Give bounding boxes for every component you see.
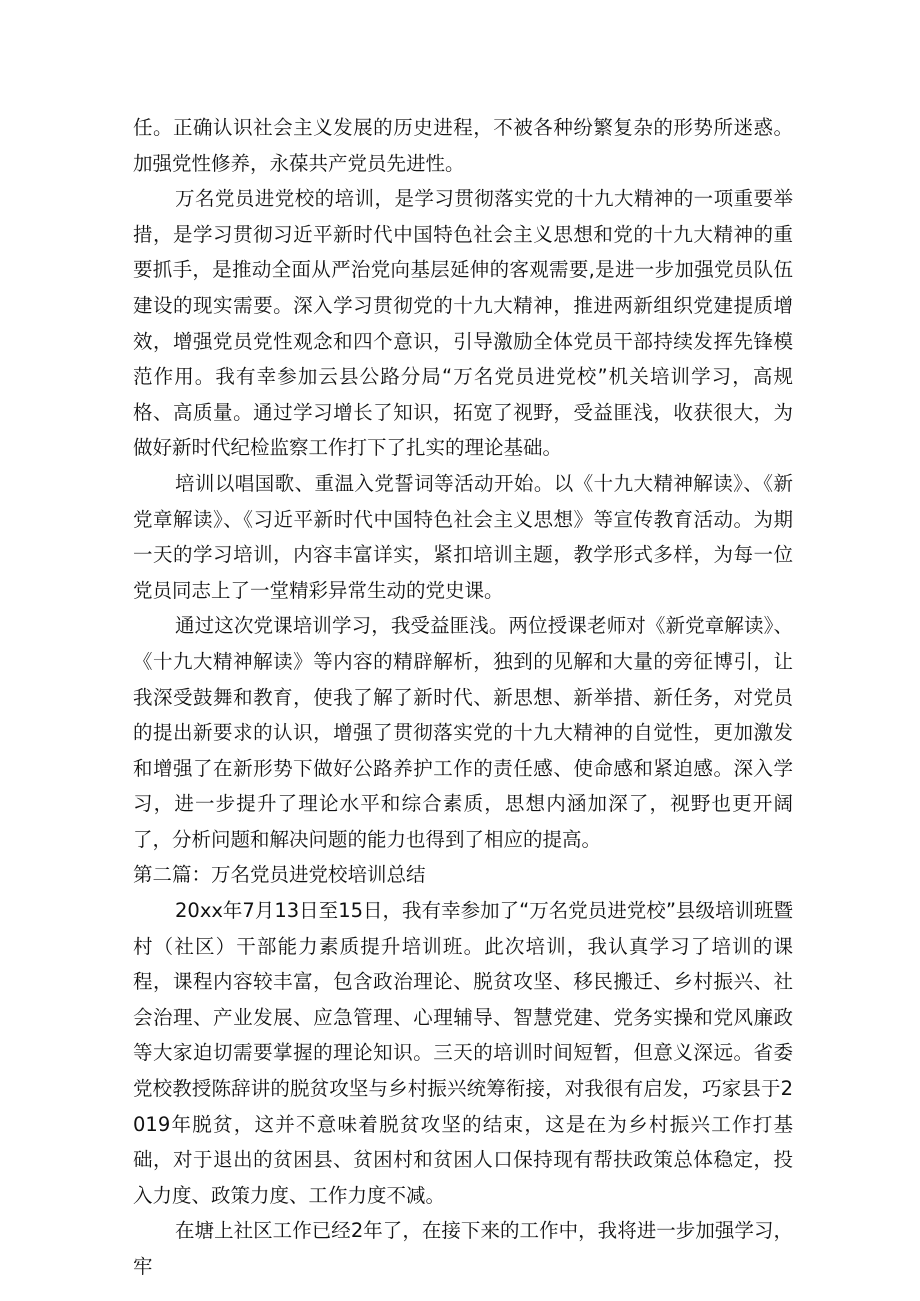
document-page bbox=[133, 110, 793, 1285]
section-title: 第二篇：万名党员进党校培训总结 bbox=[133, 863, 426, 887]
paragraph-training-significance: 万名党员进党校的培训，是学习贯彻落实党的十九大精神的一项重要举措，是学习贯彻习近平新时代中国特色社会主义思想和党的十九大精神的重要抓手，是推动全面从严治党向基层延伸的客观需要,是进一步加强党员队伍建设的现实需要。深入学习贯彻党的十九大精神，推进两新组织党建提质增效，增强党员党性观念和四个意识，引导激励全体党员干部持续发挥先锋模范作用。我有幸参加云县公路分局“万名党员进党校”机关培训学习，高规格、高质量。通过学习增长了知识，拓宽了视野，受益匪浅，收获很大，为做好新时代纪检监察工作打下了扎实的理论基础。 bbox=[133, 187, 793, 460]
paragraph-training-activities: 培训以唱国歌、重温入党誓词等活动开始。以《十九大精神解读》、《新党章解读》、《习近平新时代中国特色社会主义思想》等宣传教育活动。为期一天的学习培训，内容丰富详实，紧扣培训主题，教学形式多样，为每一位党员同志上了一堂精彩异常生动的党史课。 bbox=[133, 471, 793, 602]
paragraph-training-gains: 通过这次党课培训学习，我受益匪浅。两位授课老师对《新党章解读》、《十九大精神解读》等内容的精辟解析，独到的见解和大量的旁征博引，让我深受鼓舞和教育，使我了解了新时代、新思想、新举措、新任务，对党员的提出新要求的认识，增强了贯彻落实党的十九大精神的自觉性，更加激发和增强了在新形势下做好公路养护工作的责任感、使命感和紧迫感。深入学习，进一步提升了理论水平和综合素质，思想内涵加深了，视野也更开阔了，分析问题和解决问题的能力也得到了相应的提高。 bbox=[133, 614, 793, 851]
paragraph-community-work: 在塘上社区工作已经2年了，在接下来的工作中，我将进一步加强学习，牢 bbox=[133, 1219, 793, 1278]
paragraph-continued: 任。正确认识社会主义发展的历史进程，不被各种纷繁复杂的形势所迷惑。加强党性修养，永葆共产党员先进性。 bbox=[133, 116, 793, 175]
paragraph-county-training: 20xx年7月13日至15日，我有幸参加了“万名党员进党校”县级培训班暨村（社区）干部能力素质提升培训班。此次培训，我认真学习了培训的课程，课程内容较丰富，包含政治理论、脱贫攻坚、移民搬迁、乡村振兴、社会治理、产业发展、应急管理、心理辅导、智慧党建、党务实操和党风廉政等大家迫切需要掌握的理论知识。三天的培训时间短暂，但意义深远。省委党校教授陈辞讲的脱贫攻坚与乡村振兴统筹衔接，对我很有启发，巧家县于2019年脱贫，这并不意味着脱贫攻坚的结束，这是在为乡村振兴工作打基础，对于退出的贫困县、贫困村和贫困人口保持现有帮扶政策总体稳定，投入力度、政策力度、工作力度不减。 bbox=[133, 899, 793, 1207]
